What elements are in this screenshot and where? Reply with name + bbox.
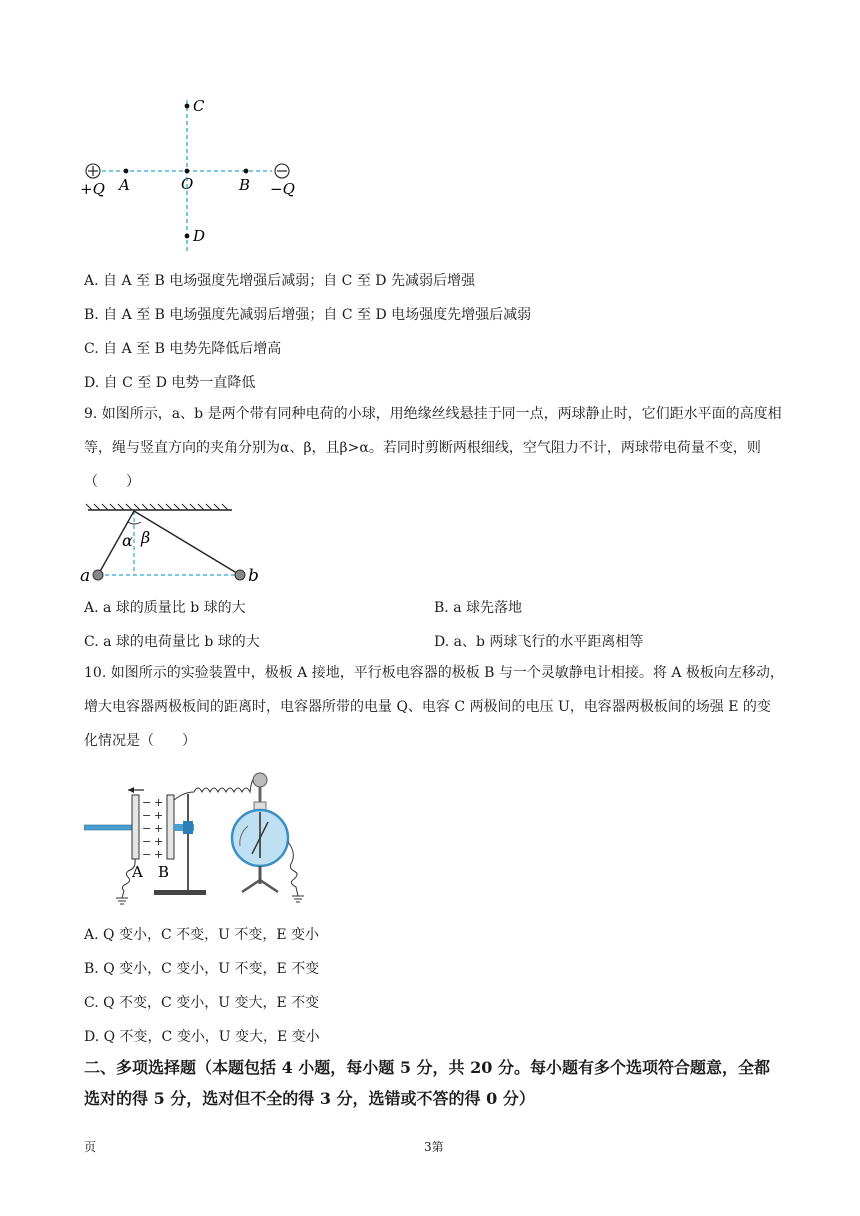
q10-question-text: 10. 如图所示的实验装置中，极板 A 接地，平行板电容器的极板 B 与一个灵敏静电计相接。将 A 极板向左移动，增大电容器两极板间的距离时，电容器所带的电量 Q、电容 C 两极间的电压 U，电容器两极板间的场强 E 的变化情况是（ ）: [84, 665, 784, 749]
label-ball-b: b: [248, 566, 259, 586]
ball-b: [235, 570, 245, 580]
label-beta: β: [141, 528, 151, 547]
q10-capacitor-electrometer-diagram: [84, 762, 314, 912]
footer-page-number: 3第: [424, 1140, 444, 1154]
plate-a: [132, 795, 139, 859]
point-a: [124, 169, 129, 174]
svg-text:+: +: [154, 796, 164, 809]
section-2-heading: 二、多项选择题（本题包括 4 小题，每小题 5 分，共 20 分。每小题有多个选项符合题意，全都选对的得 5 分，选对但不全的得 3 分，选错或不答的得 0 分）: [84, 1058, 770, 1108]
q8-option-a: A. 自 A 至 B 电场强度先增强后减弱；自 C 至 D 先减弱后增强: [84, 273, 475, 289]
q9-option-d: D. a、b 两球飞行的水平距离相等: [434, 634, 644, 650]
label-alpha: α: [122, 531, 133, 550]
svg-text:−: −: [142, 809, 152, 822]
label-o: O: [181, 175, 194, 193]
footer-page-left: 页: [84, 1140, 97, 1154]
label-a: A: [119, 176, 130, 194]
q9-option-c: C. a 球的电荷量比 b 球的大: [84, 634, 260, 650]
q10-option-d: D. Q 不变，C 变小，U 变大，E 变小: [84, 1029, 320, 1045]
electrometer-knob: [253, 773, 267, 787]
point-b: [244, 169, 249, 174]
svg-text:+: +: [154, 835, 164, 848]
q9-option-a: A. a 球的质量比 b 球的大: [84, 600, 246, 616]
positive-charge-icon: [86, 164, 100, 178]
label-minus-q: −Q: [270, 180, 295, 198]
plate-b: [167, 795, 174, 859]
point-o: [185, 169, 190, 174]
q10-option-a: A. Q 变小，C 不变，U 不变，E 变小: [84, 927, 320, 943]
svg-text:+: +: [154, 822, 164, 835]
label-d: D: [193, 227, 206, 245]
q8-field-diagram: [78, 92, 310, 258]
svg-text:−: −: [142, 835, 152, 848]
point-d: [185, 234, 190, 239]
ground-icon: [292, 896, 304, 902]
q8-option-c: C. 自 A 至 B 电势先降低后增高: [84, 341, 282, 357]
label-ball-a: a: [80, 566, 91, 586]
label-c: C: [193, 97, 205, 115]
q9-option-b: B. a 球先落地: [434, 600, 522, 616]
svg-text:−: −: [142, 848, 152, 861]
q8-option-d: D. 自 C 至 D 电势一直降低: [84, 375, 256, 391]
svg-text:+: +: [154, 809, 164, 822]
q9-pendulum-diagram: [78, 502, 268, 588]
q10-option-b: B. Q 变小，C 变小，U 不变，E 不变: [84, 961, 320, 977]
q8-option-b: B. 自 A 至 B 电场强度先减弱后增强；自 C 至 D 电场强度先增强后减弱: [84, 307, 532, 323]
label-plate-b: B: [158, 863, 170, 881]
svg-text:+: +: [154, 848, 164, 861]
negative-charge-icon: [275, 164, 289, 178]
svg-text:−: −: [142, 822, 152, 835]
label-plus-q: +Q: [80, 180, 105, 198]
point-c: [185, 104, 190, 109]
label-b: B: [239, 176, 251, 194]
svg-text:−: −: [142, 796, 152, 809]
q10-option-c: C. Q 不变，C 变小，U 变大，E 不变: [84, 995, 320, 1011]
ball-a: [93, 570, 103, 580]
label-plate-a: A: [132, 863, 143, 881]
ground-icon: [116, 898, 128, 904]
q9-question-text: 9. 如图所示，a、b 是两个带有同种电荷的小球，用绝缘丝线悬挂于同一点，两球静止时，它们距水平面的高度相等，绳与竖直方向的夹角分别为α、β，且β>α。若同时剪断两根细线，空气阻力不计，两球带电荷量不变，则（ ）: [84, 406, 782, 490]
